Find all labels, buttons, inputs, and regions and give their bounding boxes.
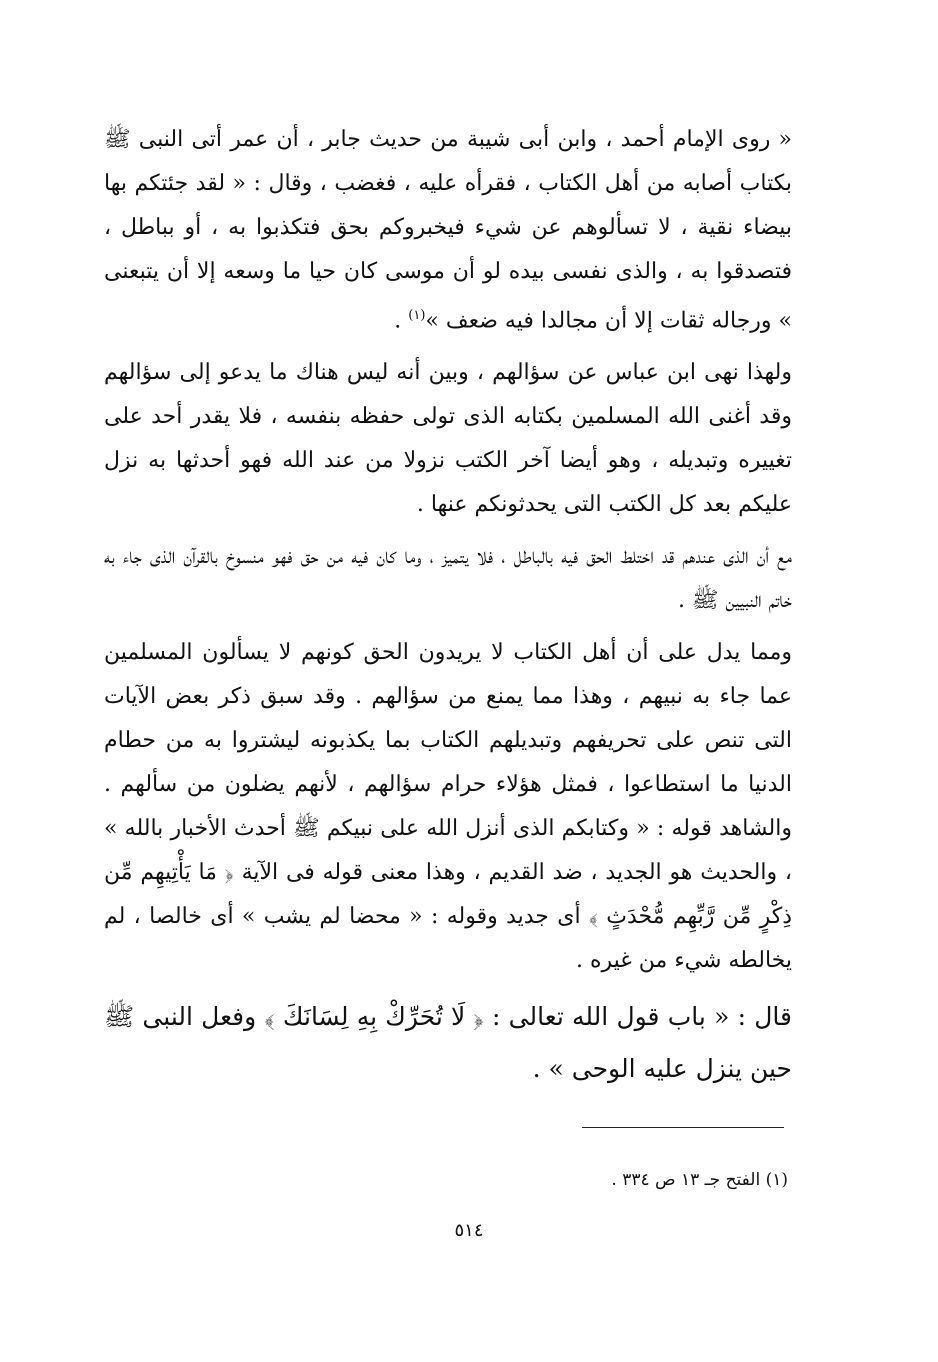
paragraph-hadith [104, 118, 792, 343]
footnote: (١) الفتح جـ ١٣ ص ٣٣٤ . [611, 1170, 788, 1190]
paragraph-hadith-text: « روى الإمام أحمد ، وابن أبى شيبة من حديث جابر ، أن عمر أتى النبى ﷺ بكتاب أصابه من أهل الكتاب ، فقرأه عليه ، فغضب ، وقال : « لقد جئتكم بها بيضاء نقية ، لا تسألوهم عن شيء فيخبروكم بحق فتكذبوا به ، أو بباطل ، فتصدقوا به ، والذى نفسى بيده لو أن موسى كان حيا ما وسعه إلا أن يتبعنى » ورجاله ثقات إلا أن مجالدا فيه ضعف » [104, 127, 792, 334]
page-number: ٥١٤ [454, 1220, 484, 1241]
footnote-marker: (١) [408, 308, 426, 323]
main-text [104, 118, 792, 1103]
chapter-heading: قال : « باب قول الله تعالى : ﴿ لَا تُحَرِّكْ بِهِ لِسَانَكَ ﴾ وفعل النبى ﷺ حين ينزل عليه الوحى » . [104, 1002, 792, 1084]
paragraph-mixed-truth: مع أن الذى عندهم قد اختلط الحق فيه بالباطل ، فلا يتميز ، وما كان فيه من حق فهو منسوخ بالقرآن الذى جاء به خاتم النبيين ﷺ . [104, 544, 792, 614]
paragraph-ibn-abbas: ولهذا نهى ابن عباس عن سؤالهم ، وبين أنه ليس هناك ما يدعو إلى سؤالهم وقد أغنى الله المسلمين بكتابه الذى تولى حفظه بنفسه ، فلا يقدر أحد على تغييره وتبديله ، وهو أيضا آخر الكتب نزولا من عند الله فهو أحدثها به نزل عليكم بعد كل الكتب التى يحدثونكم عنها . [104, 360, 792, 518]
paragraph-people-of-book: ومما يدل على أن أهل الكتاب لا يريدون الحق كونهم لا يسألون المسلمين عما جاء به نبيهم ، وهذا مما يمنع من سؤالهم . وقد سبق ذكر بعض الآيات التى تنص على تحريفهم وتبديلهم الكتاب بما يكذبونه ليشتروا به من حطام الدنيا ما استطاعوا ، فمثل هؤلاء حرام سؤالهم ، لأنهم يضلون من سألهم . والشاهد قوله : « وكتابكم الذى أنزل الله على نبيكم ﷺ أحدث الأخبار بالله » ، والحديث هو الجديد ، ضد القديم ، وهذا معنى قوله فى الآية ﴿ مَا يَأْتِيهِم مِّن ذِكْرٍ مِّن رَّبِّهِم مُّحْدَثٍ ﴾ أى جديد وقوله : « محضا لم يشب » أى خالصا ، لم يخالطه شيء من غيره . [104, 640, 792, 974]
footnote-divider [582, 1127, 784, 1128]
paragraph-hadith-tail: . [394, 308, 409, 334]
